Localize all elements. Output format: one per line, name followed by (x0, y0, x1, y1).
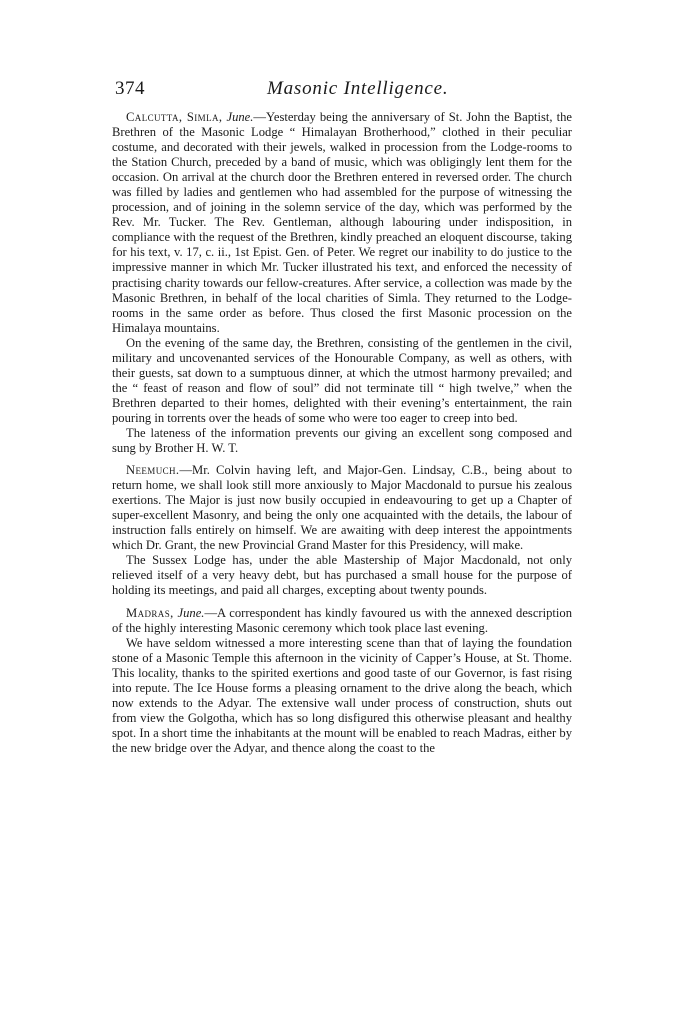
running-head: Masonic Intelligence. (267, 78, 449, 99)
paragraph-neemuch (112, 463, 572, 553)
page-number: 374 (115, 78, 145, 99)
paragraph-text: We have seldom witnessed a more interesting scene than that of laying the foundation stone of a Masonic Temple this afternoon in the vicinity of Capper’s House, at St. Thome. This locality, thanks to the spirited exertions and good taste of our Governor, is fast rising into repute. The Ice House forms a pleasing ornament to the drive along the beach, which now extends to the Adyar. The extensive wall under process of construction, shuts out from view the Golgotha, which has so long disfigured this otherwise pleasant and healthy spot. In a short time the inhabitants at the mount will be enabled to reach Madras, either by the new bridge over the Adyar, and thence along the coast to the (112, 635, 572, 755)
dateline-place: Madras, (126, 605, 174, 620)
paragraph-madras (112, 606, 572, 636)
dateline-date: June. (226, 110, 254, 124)
paragraph-text: The lateness of the information prevents our giving an excellent song composed and sung by Brother H. W. T. (112, 425, 572, 456)
paragraph-text: —Yesterday being the anniversary of St. John the Baptist, the Brethren of the Masonic Lodge “ Himalayan Brotherhood,” clothed in their peculiar costume, and decorated with their jewels, walked in procession from the Lodge-rooms to the Station Church, preceded by a band of music, which was obligingly lent them for the occasion. On arrival at the church door the Brethren entered in reversed order. The church was filled by ladies and gentlemen who had assembled for the purpose of witnessing the procession, and of joining in the solemn service of the day, which was performed by the Rev. Mr. Tucker. The Rev. Gentleman, although labouring under indisposition, in compliance with the request of the Brethren, kindly preached an eloquent discourse, taking for his text, v. 17, c. ii., 1st Epist. Gen. of Peter. We regret our inability to do justice to the impressive manner in which Mr. Tucker illustrated his text, and enforced the necessity of practising charity towards our fellow-creatures. After service, a collection was made by the Masonic Brethren, in behalf of the local charities of Simla. They returned to the Lodge-rooms in the same order as before. Thus closed the first Masonic procession on the Himalaya mountains. (112, 110, 572, 335)
paragraph-lateness (112, 426, 572, 456)
dateline-place: Calcutta, Simla, (126, 110, 223, 124)
paragraph-text: On the evening of the same day, the Brethren, consisting of the gentlemen in the civil, military and uncovenanted services of the Honourable Company, as well as others, with their guests, sat down to a sumptuous dinner, at which the utmost harmony prevailed; and the “ feast of reason and flow of soul” did not terminate till “ high twelve,” when the Brethren departed to their homes, delighted with their evening’s entertainment, the rain pouring in torrents over the heads of some who were too eager to creep into bed. (112, 335, 572, 425)
book-page (112, 78, 572, 756)
dateline-place: Neemuch. (126, 463, 180, 478)
page-header (112, 78, 572, 108)
paragraph-text: The Sussex Lodge has, under the able Mastership of Major Macdonald, not only relieved itself of a very heavy debt, but has purchased a small house for the purpose of holding its meetings, and paid all charges, excepting about twenty pounds. (112, 553, 572, 598)
article-body (112, 110, 572, 756)
paragraph-temple (112, 636, 572, 756)
paragraph-calcutta (112, 110, 572, 336)
paragraph-evening (112, 336, 572, 426)
paragraph-text: —Mr. Colvin having left, and Major-Gen. Lindsay, C.B., being about to return home, we shall look still more anxiously to Major Macdonald to pursue his zealous exertions. The Major is just now busily occupied in endeavouring to get up a Chapter of super-excellent Masonry, and being the only one acquainted with the details, the labour of instruction falls entirely on himself. We are awaiting with deep interest the appointments which Dr. Grant, the new Provincial Grand Master for this Presidency, will make. (112, 463, 572, 553)
paragraph-text: —A correspondent has kindly favoured us with the annexed description of the highly interesting Masonic ceremony which took place last evening. (112, 605, 572, 635)
paragraph-sussex-lodge (112, 553, 572, 598)
dateline-date: June. (177, 605, 205, 620)
